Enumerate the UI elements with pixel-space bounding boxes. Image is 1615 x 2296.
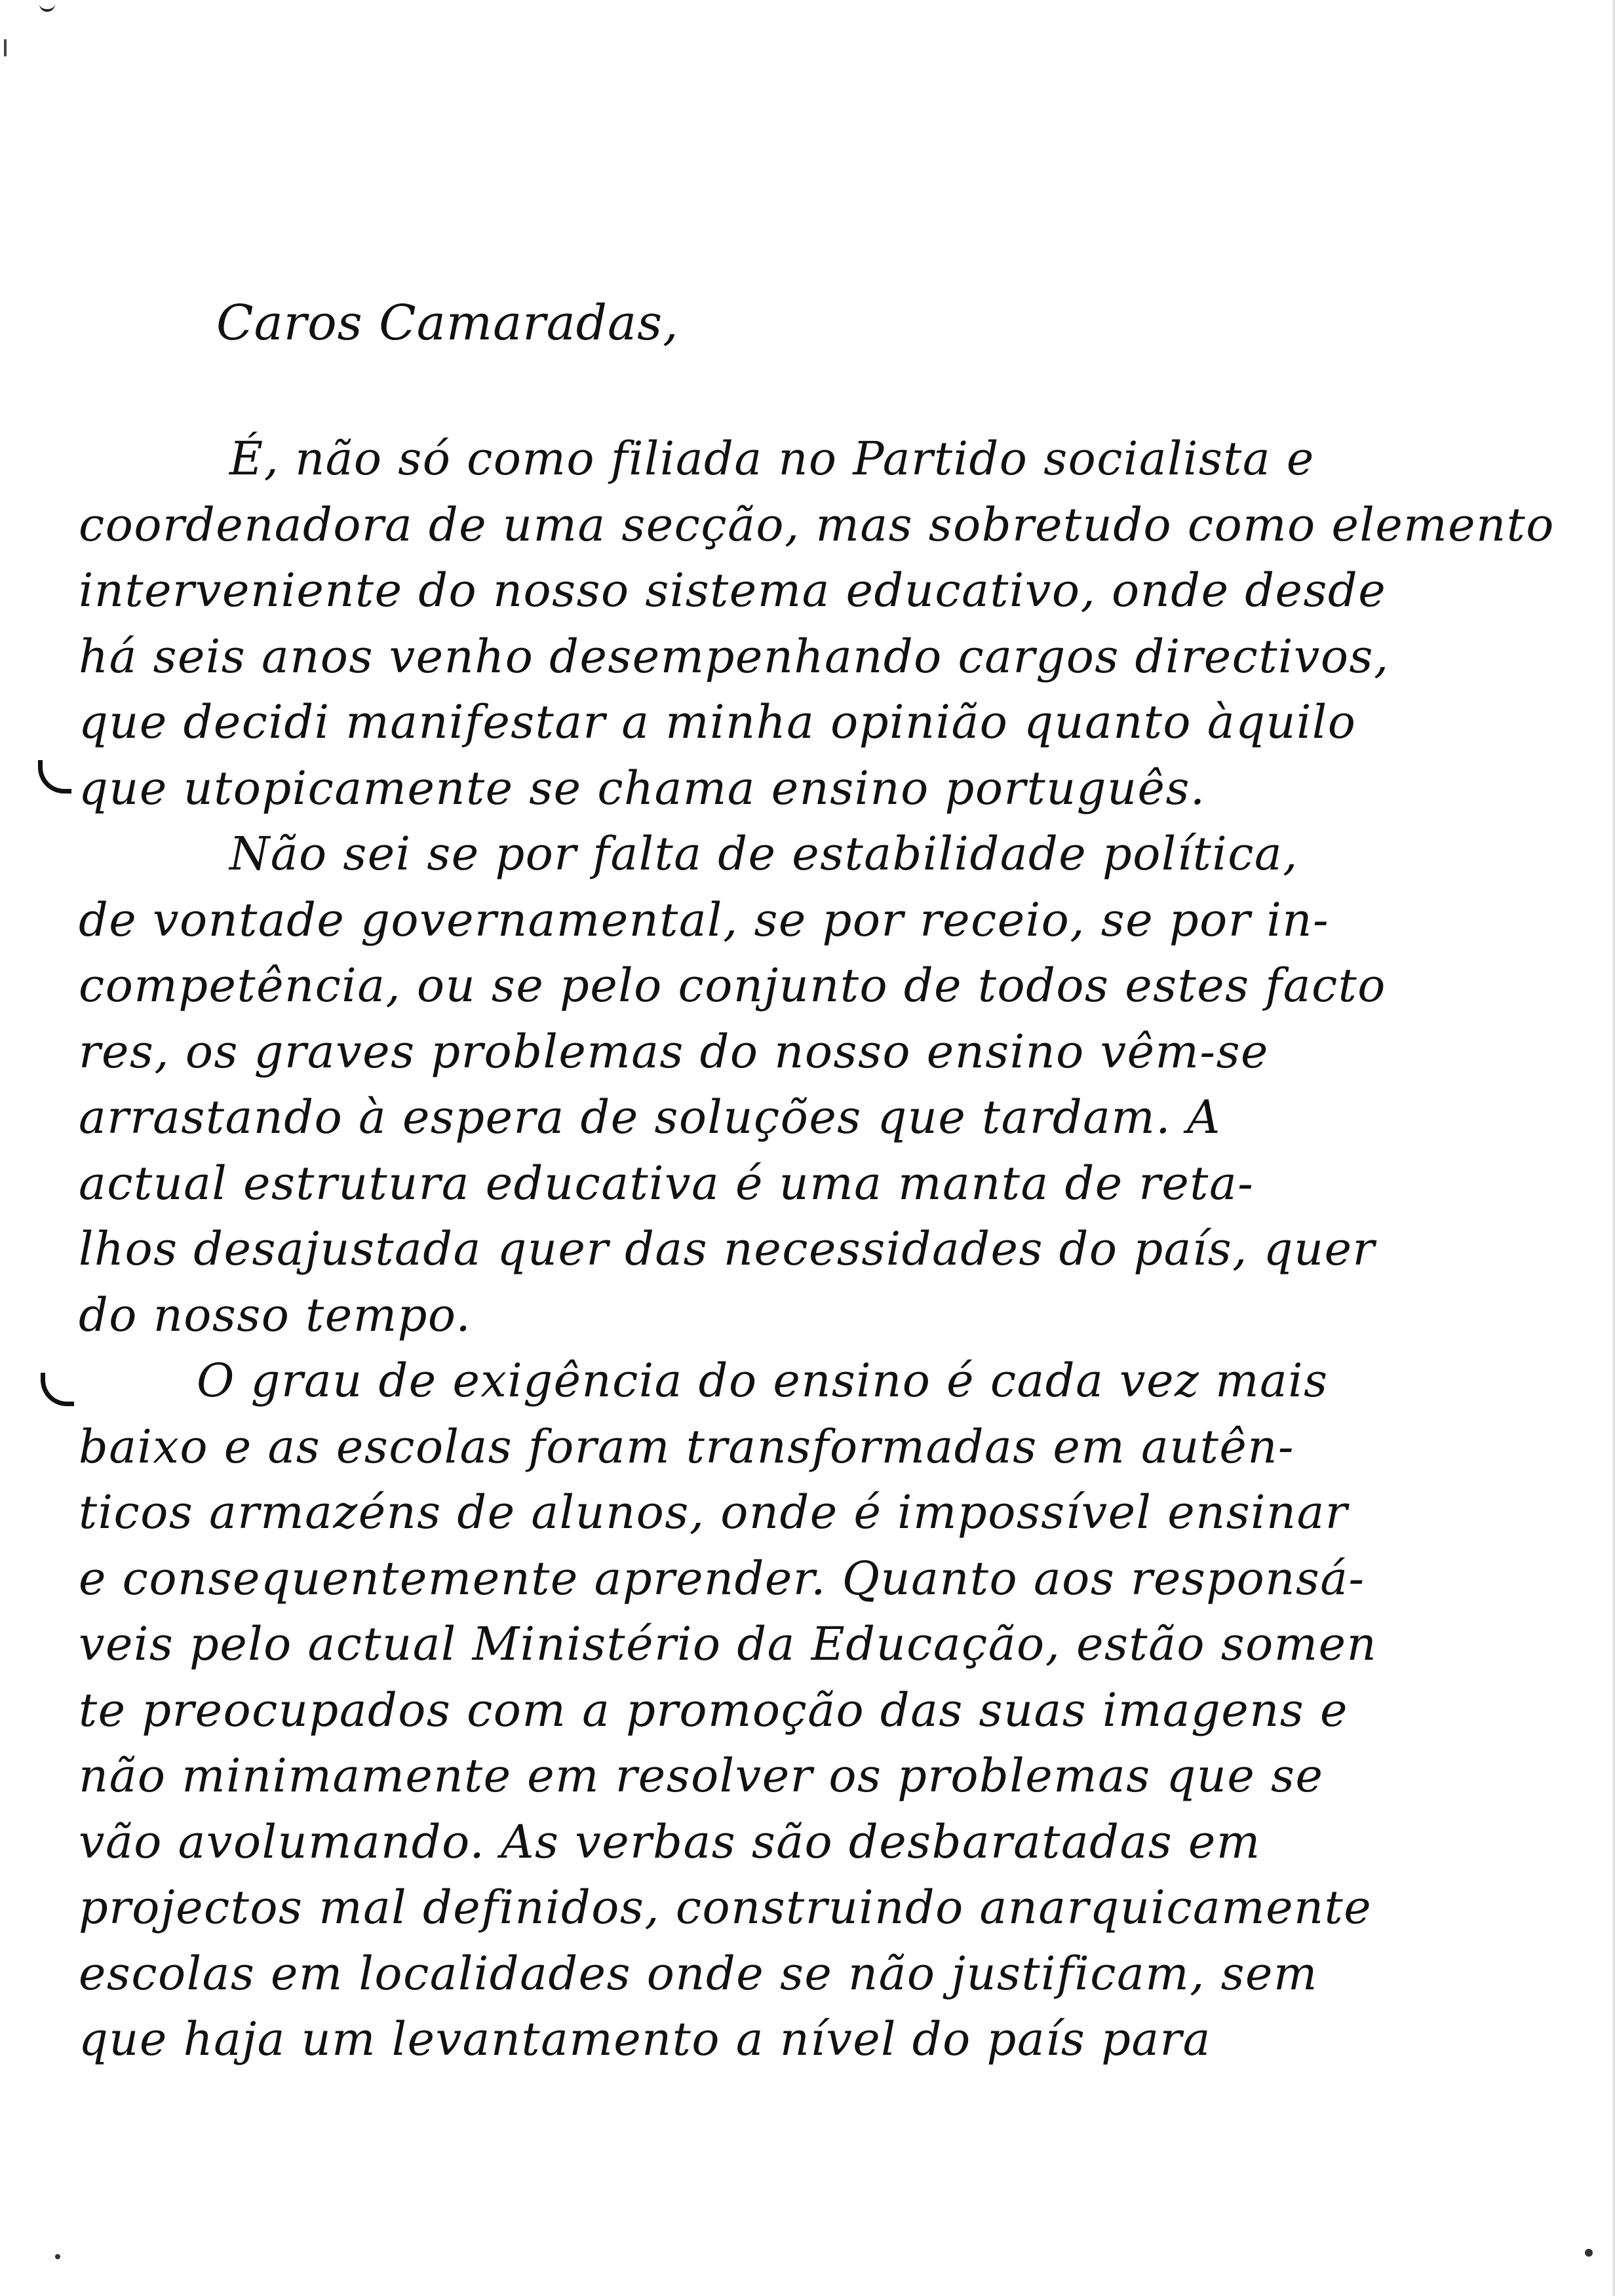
letter-line: coordenadora de uma secção, mas sobretudo como elemento [79, 497, 1555, 552]
letter-line: res, os graves problemas do nosso ensino vêm-se [79, 1024, 1269, 1079]
letter-line: interveniente do nosso sistema educativo, onde desde [79, 564, 1387, 617]
scan-edge-right [1611, 0, 1615, 2296]
letter-line: veis pelo actual Ministério da Educação, estão somen [79, 1617, 1378, 1671]
letter-line: O grau de exigência do ensino é cada vez mais [197, 1354, 1329, 1407]
letter-line: É, não só como filiada no Partido socialista e [229, 432, 1315, 486]
letter-line: do nosso tempo. [79, 1288, 472, 1342]
letter-line: não minimamente em resolver os problemas que se [79, 1749, 1324, 1803]
letter-line: que haja um levantamento a nível do país para [79, 2012, 1211, 2066]
letter-line: que decidi manifestar a minha opinião quanto àquilo [79, 695, 1357, 749]
scan-mark-top [39, 0, 55, 12]
ink-dot [55, 2254, 60, 2259]
letter-line: actual estrutura educativa é uma manta de reta- [79, 1156, 1255, 1210]
letter-line: lhos desajustada quer das necessidades do país, quer [79, 1222, 1376, 1276]
letter-line: competência, ou se pelo conjunto de todos estes facto [79, 959, 1386, 1012]
letter-line: Não sei se por falta de estabilidade política, [229, 827, 1298, 881]
letter-body [79, 426, 1586, 2073]
ink-dot [1585, 2249, 1593, 2257]
letter-salutation: Caros Camaradas, [216, 295, 679, 351]
letter-line: há seis anos venho desempenhando cargos directivos, [79, 629, 1390, 683]
scan-mark-left [4, 39, 7, 56]
margin-bracket-mark [38, 760, 71, 794]
letter-line: baixo e as escolas foram transformadas em autên- [79, 1419, 1295, 1474]
letter-line: de vontade governamental, se por receio, se por in- [79, 892, 1330, 947]
letter-line: te preocupados com a promoção das suas imagens e [79, 1683, 1348, 1737]
letter-line: vão avolumando. As verbas são desbaratadas em [79, 1814, 1261, 1869]
margin-bracket-mark [41, 1373, 74, 1406]
letter-line: arrastando à espera de soluções que tardam. A [79, 1090, 1221, 1144]
letter-line: projectos mal definidos, construindo anarquicamente [79, 1881, 1372, 1934]
letter-line: e consequentemente aprender. Quanto aos responsá- [79, 1551, 1365, 1605]
letter-line: ticos armazéns de alunos, onde é impossível ensinar [79, 1485, 1348, 1539]
letter-line: escolas em localidades onde se não justificam, sem [79, 1946, 1318, 2000]
letter-line: que utopicamente se chama ensino português. [79, 761, 1206, 815]
